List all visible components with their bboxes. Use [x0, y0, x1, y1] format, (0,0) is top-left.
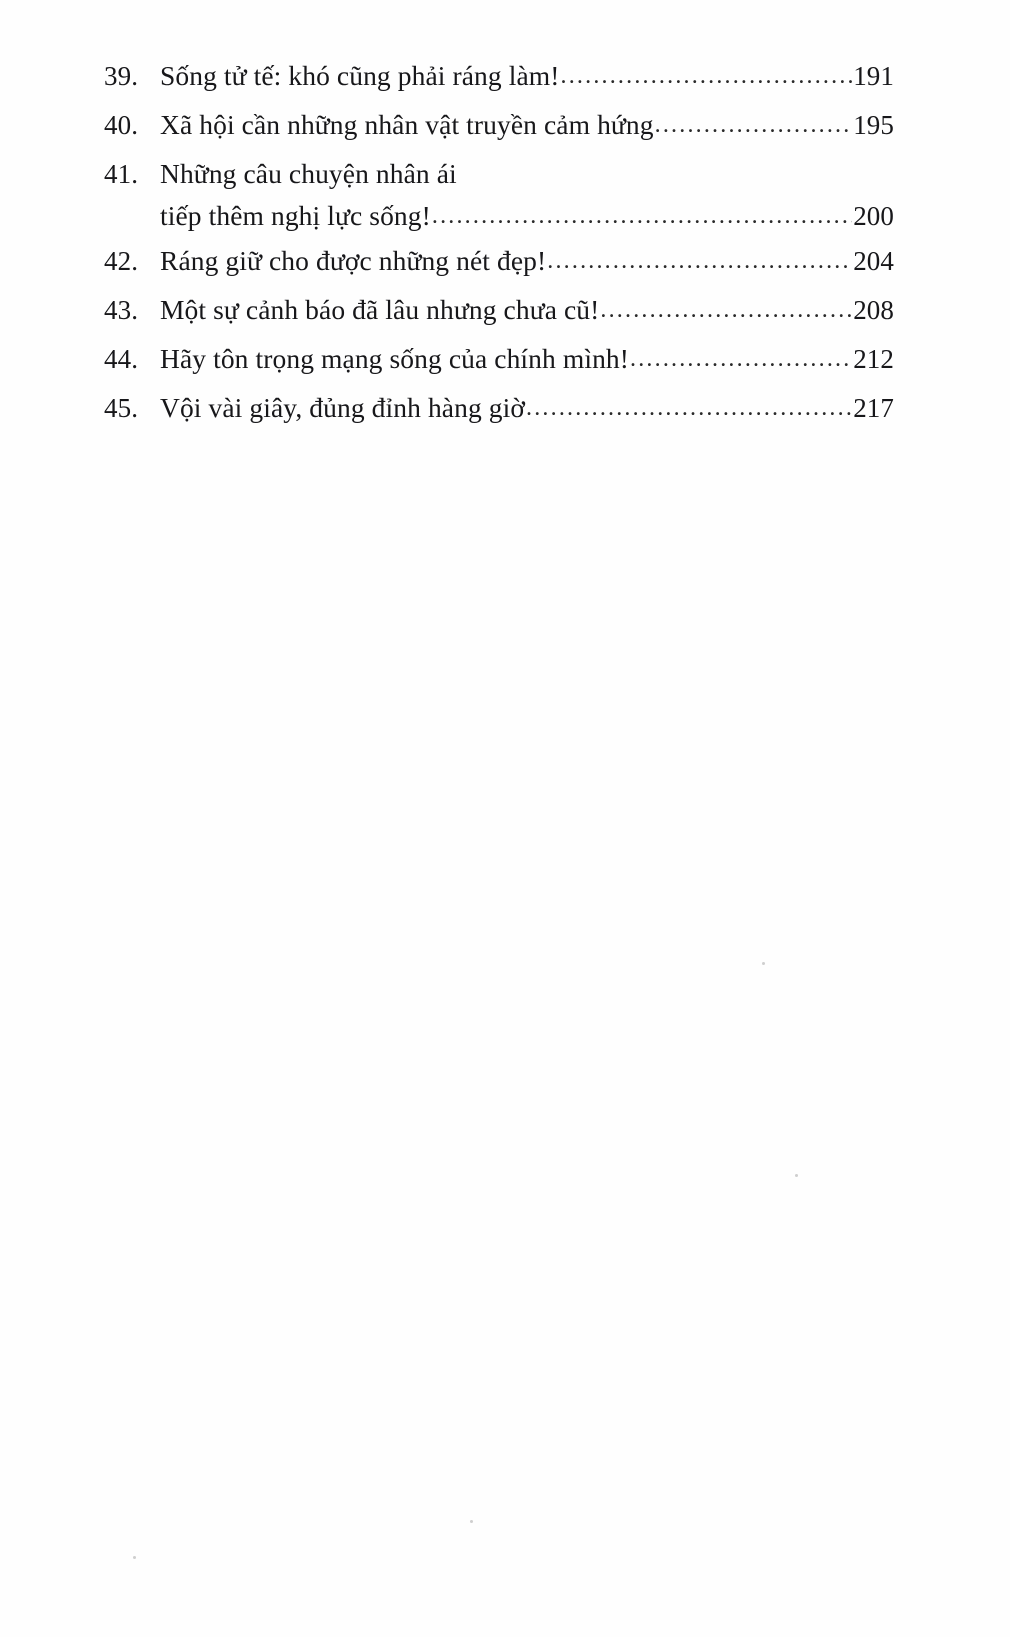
- scan-speck: [133, 1556, 136, 1559]
- toc-entry-page: 200: [853, 201, 894, 231]
- toc-entry: [104, 111, 894, 139]
- toc-entry-page: 208: [853, 295, 894, 325]
- toc-leader-dots: [561, 64, 853, 88]
- toc-entry-title: Sống tử tế: khó cũng phải ráng làm!: [160, 60, 560, 91]
- toc-entry-title: Vội vài giây, đủng đỉnh hàng giờ: [160, 392, 526, 423]
- toc-entry-number: 44.: [104, 344, 139, 374]
- toc-entry-number: 43.: [104, 295, 139, 325]
- toc-entry-number: 41.: [104, 159, 139, 189]
- toc-entry: [104, 247, 894, 275]
- toc-entry-page: 195: [853, 110, 894, 140]
- toc-entry-title-line-1: Những câu chuyện nhân ái: [160, 158, 457, 189]
- toc-entry: [104, 62, 894, 90]
- toc-entry-title-line-2: tiếp thêm nghị lực sống!: [160, 200, 431, 231]
- scan-speck: [470, 1520, 473, 1523]
- toc-entry-number: 40.: [104, 110, 139, 140]
- toc-entry: [104, 394, 894, 422]
- toc-entry-page: 217: [853, 393, 894, 423]
- scan-speck: [795, 1174, 798, 1177]
- toc-entry-page: 191: [853, 61, 894, 91]
- toc-entry-page: 204: [853, 246, 894, 276]
- toc-entry-page: 212: [853, 344, 894, 374]
- toc-leader-dots: [630, 347, 852, 371]
- toc-leader-dots: [600, 298, 852, 322]
- toc-entry: [104, 296, 894, 324]
- toc-leader-dots: [526, 396, 852, 420]
- toc-leader-dots: [547, 249, 852, 273]
- toc-entry-number: 45.: [104, 393, 139, 423]
- toc-entry-title: Xã hội cần những nhân vật truyền cảm hứng: [160, 109, 654, 140]
- toc-leader-dots: [432, 204, 852, 228]
- toc-entry-number: 39.: [104, 61, 139, 91]
- toc-entry: [104, 345, 894, 373]
- scan-speck: [762, 962, 765, 965]
- toc-entry-title: Một sự cảnh báo đã lâu nhưng chưa cũ!: [160, 294, 600, 325]
- table-of-contents: [104, 62, 894, 443]
- toc-entry-title: Ráng giữ cho được những nét đẹp!: [160, 245, 547, 276]
- toc-entry: [104, 160, 894, 230]
- toc-entry-title: Hãy tôn trọng mạng sống của chính mình!: [160, 343, 630, 374]
- toc-leader-dots: [655, 113, 853, 137]
- toc-entry-number: 42.: [104, 246, 139, 276]
